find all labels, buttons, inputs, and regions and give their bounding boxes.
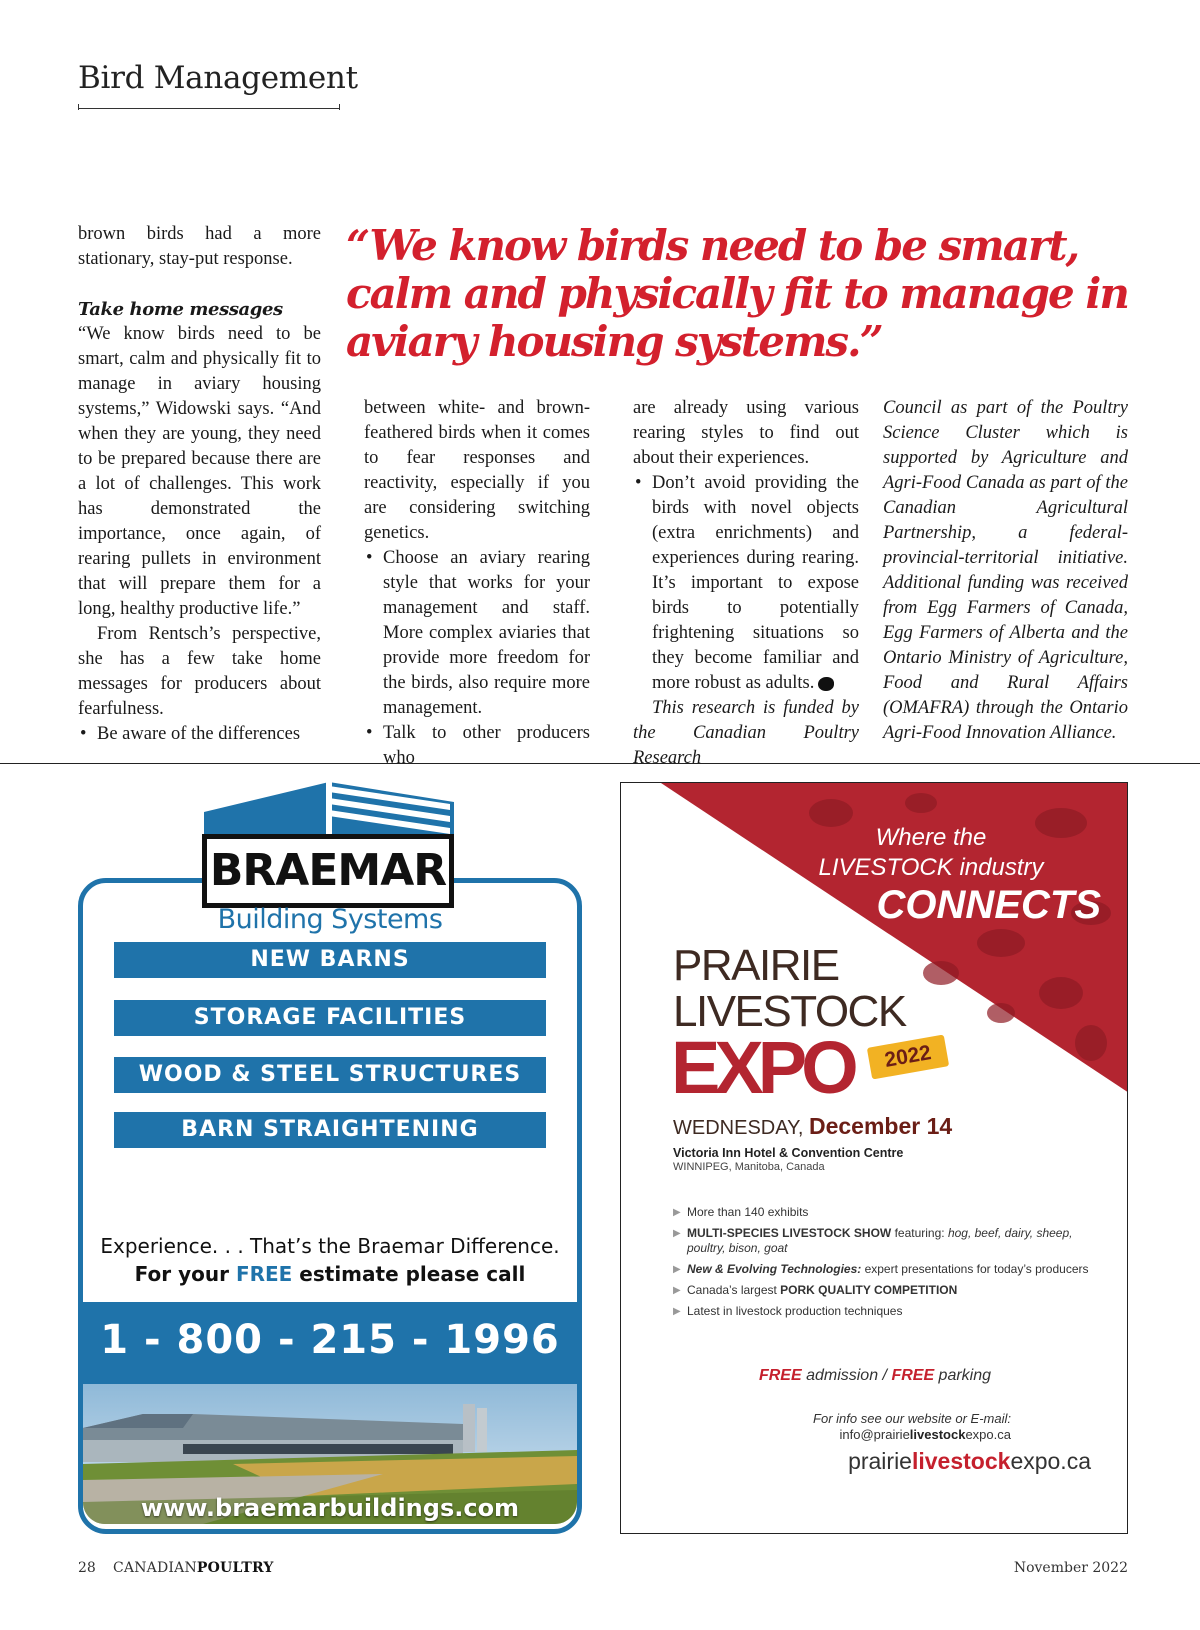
- tagline-line: Where the: [875, 824, 987, 851]
- article-bullet: • Choose an aviary rearing style that works for your management and staff. More complex aviaries that provide more freedom for the birds, also require more management.: [364, 546, 590, 721]
- feature-item: [673, 1226, 1093, 1256]
- braemar-website-link[interactable]: www.braemarbuildings.com: [140, 1494, 520, 1522]
- section-rule: [78, 108, 340, 109]
- expo-name-line: LIVESTOCK: [673, 987, 906, 1036]
- article-paragraph: From Rentsch’s perspective, she has a few take home messages for producers about fearfulness.: [78, 624, 321, 719]
- email-part: info@prairie: [839, 1427, 910, 1442]
- site-part: prairie: [848, 1448, 912, 1474]
- article-paragraph: are already using various rearing styles to find out about their experiences.: [633, 398, 859, 468]
- feature-text: Latest in livestock production techniques: [687, 1304, 903, 1318]
- issue-date: November 2022: [1013, 1560, 1128, 1576]
- expo-word: EXPO: [671, 1033, 853, 1099]
- expo-city: WINNIPEG, Manitoba, Canada: [673, 1161, 825, 1173]
- magazine-name-light: CANADIAN: [113, 1560, 197, 1576]
- article-subhead: Take home messages: [78, 299, 283, 320]
- expo-connects: CONNECTS: [876, 883, 1101, 927]
- article-column-4: [883, 396, 1128, 746]
- expo-features: [673, 1205, 1093, 1325]
- expo-website-link[interactable]: [621, 1448, 1091, 1475]
- expo-venue: Victoria Inn Hotel & Convention Centre: [673, 1146, 904, 1160]
- feature-text: featuring:: [891, 1226, 948, 1240]
- site-part: expo.ca: [1010, 1448, 1091, 1474]
- free-word: FREE: [891, 1367, 935, 1384]
- feature-item: [673, 1205, 1093, 1220]
- feature-bold: PORK QUALITY COMPETITION: [780, 1283, 958, 1297]
- magazine-name: [113, 1560, 274, 1576]
- article-column-2: [364, 396, 590, 771]
- service-bar: BARN STRAIGHTENING: [114, 1112, 546, 1148]
- call-text: estimate please call: [292, 1262, 526, 1286]
- braemar-subtitle: Building Systems: [217, 904, 443, 935]
- service-bar: NEW BARNS: [114, 942, 546, 978]
- braemar-logo: BRAEMAR: [202, 834, 454, 908]
- barn-roof-icon: [204, 782, 454, 840]
- article-bullet: [633, 471, 859, 696]
- braemar-tagline: Experience. . . That’s the Braemar Difference.: [100, 1234, 560, 1258]
- article-bullet: • Be aware of the differences: [78, 722, 321, 747]
- page-divider: [0, 763, 1200, 764]
- braemar-phone[interactable]: 1 - 800 - 215 - 1996: [100, 1317, 560, 1363]
- expo-email-link[interactable]: [621, 1427, 1011, 1442]
- email-part: livestock: [909, 1427, 966, 1442]
- parking-text: parking: [934, 1367, 992, 1384]
- service-bar: WOOD & STEEL STRUCTURES: [114, 1057, 546, 1093]
- service-bar: STORAGE FACILITIES: [114, 1000, 546, 1036]
- funding-note-continued: Council as part of the Poultry Science Cluster which is supported by Agriculture and Agri-Food Canada as part of the Canadian Agricultural Partnership, a federal-provincial-territorial initiative. Additional funding was received from Egg Farmers of Canada, Egg Farmers of Alberta and the Ontario Ministry of Agriculture, Food and Rural Affairs (OMAFRA) through the Ontario Agri-Food Innovation Alliance.: [883, 398, 1128, 743]
- feature-italic: hog, beef, dairy, sheep, poultry, bison, goat: [687, 1226, 1073, 1255]
- braemar-ad[interactable]: [70, 782, 590, 1540]
- site-part: livestock: [911, 1448, 1011, 1474]
- call-text: For your: [134, 1262, 236, 1286]
- expo-year-badge: 2022: [867, 1034, 949, 1079]
- braemar-call-to-action: [70, 1262, 590, 1286]
- admission-text: admission /: [801, 1367, 892, 1384]
- expo-free-admission: [621, 1367, 1128, 1385]
- feature-bold: New & Evolving Technologies:: [687, 1262, 862, 1276]
- feature-text: Canada’s largest: [687, 1283, 781, 1297]
- pull-quote: “We know birds need to be smart, calm and physically fit to manage in aviary housing systems.”: [346, 221, 1128, 366]
- feature-item: [673, 1262, 1093, 1277]
- tagline-line: LIVESTOCK industry: [818, 854, 1044, 881]
- page-number: 28: [78, 1560, 96, 1576]
- expo-tagline: [771, 823, 1091, 883]
- prairie-livestock-expo-ad[interactable]: [620, 782, 1128, 1534]
- article-bullet: • Talk to other producers who: [364, 721, 590, 771]
- email-part: expo.ca: [965, 1427, 1011, 1442]
- article-paragraph: “We know birds need to be smart, calm and physically fit to manage in aviary housing systems,” Widowski says. “And when they are young, they need to be prepared because there are a lot of challenges. This work has demonstrated the importance, once again, of rearing pullets in environment that will prepare them for a long, healthy productive life.”: [78, 324, 321, 619]
- call-free: FREE: [235, 1262, 293, 1286]
- article-column-3: [633, 396, 859, 771]
- section-title: Bird Management: [78, 60, 358, 96]
- feature-item: [673, 1283, 1093, 1298]
- feature-item: [673, 1304, 1093, 1319]
- expo-info-label: For info see our website or E-mail:: [813, 1411, 1011, 1426]
- feature-text: expert presentations for today’s producers: [861, 1262, 1089, 1276]
- bullet-text: Don’t avoid providing the birds with novel objects (extra enrichments) and experiences during rearing. It’s important to expose birds to potentially frightening situations so they become familiar and more robust as adults.: [652, 473, 859, 693]
- feature-text: More than 140 exhibits: [687, 1205, 809, 1219]
- expo-day: WEDNESDAY,: [673, 1117, 804, 1139]
- free-word: FREE: [758, 1367, 802, 1384]
- feature-bold: MULTI-SPECIES LIVESTOCK SHOW: [687, 1226, 892, 1240]
- article-column-1: [78, 222, 321, 747]
- funding-note: This research is funded by the Canadian Poultry Research: [633, 698, 859, 768]
- expo-name: [673, 943, 906, 1035]
- expo-date: [673, 1113, 952, 1140]
- article-paragraph: brown birds had a more stationary, stay-put response.: [78, 224, 321, 269]
- end-mark-icon: [818, 677, 834, 691]
- article-paragraph: between white- and brown-feathered birds when it comes to fear responses and reactivity, especially if you are considering switching genetics.: [364, 398, 590, 543]
- magazine-name-bold: POULTRY: [196, 1560, 274, 1576]
- expo-date-value: December 14: [808, 1113, 953, 1139]
- expo-name-line: PRAIRIE: [673, 941, 839, 990]
- expo-logo: [671, 1033, 891, 1099]
